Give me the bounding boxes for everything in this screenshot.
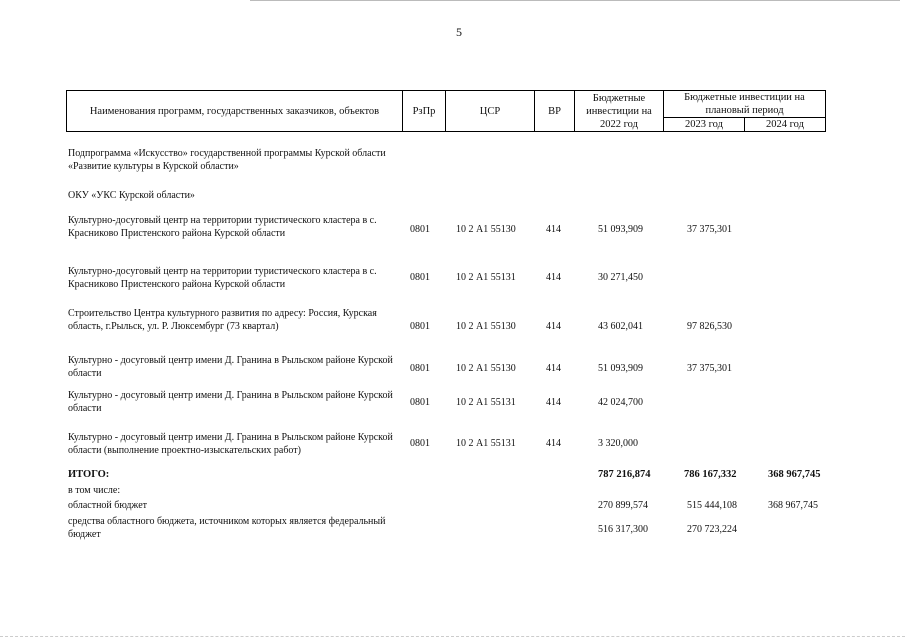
row-vr: 414 (546, 397, 561, 408)
totals-2022: 787 216,874 (598, 469, 651, 480)
row-2023: 97 826,530 (687, 321, 732, 332)
header-plan: Бюджетные инвестиции на плановый период (664, 91, 826, 118)
federal-2022: 516 317,300 (598, 524, 648, 535)
row-2022: 30 271,450 (598, 272, 643, 283)
row-csr: 10 2 А1 55130 (456, 224, 516, 235)
federal-2023: 270 723,224 (687, 524, 737, 535)
including-label: в том числе: (68, 485, 121, 496)
row-2022: 51 093,909 (598, 363, 643, 374)
row-rzpr: 0801 (410, 224, 430, 235)
bottom-edge-line (0, 636, 905, 637)
row-2022: 43 602,041 (598, 321, 643, 332)
regional-2024: 368 967,745 (768, 500, 818, 511)
top-border-line (250, 0, 900, 1)
header-rzpr: РзПр (403, 91, 446, 132)
header-csr: ЦСР (446, 91, 535, 132)
subprogram-title: Подпрограмма «Искусство» государственной программы Курской области «Развитие культуры в Курской области» (68, 148, 386, 172)
header-2024: 2024 год (745, 118, 826, 132)
row-rzpr: 0801 (410, 397, 430, 408)
row-name: Строительство Центра культурного развития по адресу: Россия, Курская область, г.Рыльск, ул. Р. Люксембург (73 квартал) (68, 308, 377, 332)
totals-2023: 786 167,332 (684, 469, 737, 480)
row-rzpr: 0801 (410, 363, 430, 374)
row-2022: 51 093,909 (598, 224, 643, 235)
federal-label: средства областного бюджета, источником которых является федеральный бюджет (68, 516, 386, 540)
header-vr: ВР (535, 91, 575, 132)
customer-title: ОКУ «УКС Курской области» (68, 190, 195, 201)
row-csr: 10 2 А1 55131 (456, 438, 516, 449)
row-csr: 10 2 А1 55130 (456, 363, 516, 374)
header-2022: Бюджетные инвестиции на 2022 год (575, 91, 664, 132)
regional-2022: 270 899,574 (598, 500, 648, 511)
row-rzpr: 0801 (410, 272, 430, 283)
header-2023: 2023 год (664, 118, 745, 132)
totals-label: ИТОГО: (68, 469, 110, 480)
row-name: Культурно - досуговый центр имени Д. Гранина в Рыльском районе Курской области (68, 390, 393, 414)
row-csr: 10 2 А1 55131 (456, 272, 516, 283)
row-vr: 414 (546, 363, 561, 374)
row-name: Культурно-досуговый центр на территории туристического кластера в с. Красниково Пристенского района Курской области (68, 215, 377, 239)
page-number: 5 (456, 25, 462, 39)
table-header (66, 90, 826, 132)
row-name: Культурно - досуговый центр имени Д. Гранина в Рыльском районе Курской области (68, 355, 393, 379)
regional-2023: 515 444,108 (687, 500, 737, 511)
regional-label: областной бюджет (68, 500, 148, 511)
row-rzpr: 0801 (410, 438, 430, 449)
row-csr: 10 2 А1 55131 (456, 397, 516, 408)
row-2022: 3 320,000 (598, 438, 638, 449)
row-vr: 414 (546, 224, 561, 235)
totals-2024: 368 967,745 (768, 469, 821, 480)
row-2022: 42 024,700 (598, 397, 643, 408)
row-name: Культурно - досуговый центр имени Д. Гранина в Рыльском районе Курской области (выполнение проектно-изыскательских работ) (68, 432, 393, 456)
row-vr: 414 (546, 272, 561, 283)
header-name: Наименования программ, государственных заказчиков, объектов (67, 91, 403, 132)
row-2023: 37 375,301 (687, 363, 732, 374)
row-2023: 37 375,301 (687, 224, 732, 235)
row-csr: 10 2 А1 55130 (456, 321, 516, 332)
row-name: Культурно-досуговый центр на территории туристического кластера в с. Красниково Пристенского района Курской области (68, 266, 377, 290)
row-vr: 414 (546, 438, 561, 449)
row-vr: 414 (546, 321, 561, 332)
row-rzpr: 0801 (410, 321, 430, 332)
